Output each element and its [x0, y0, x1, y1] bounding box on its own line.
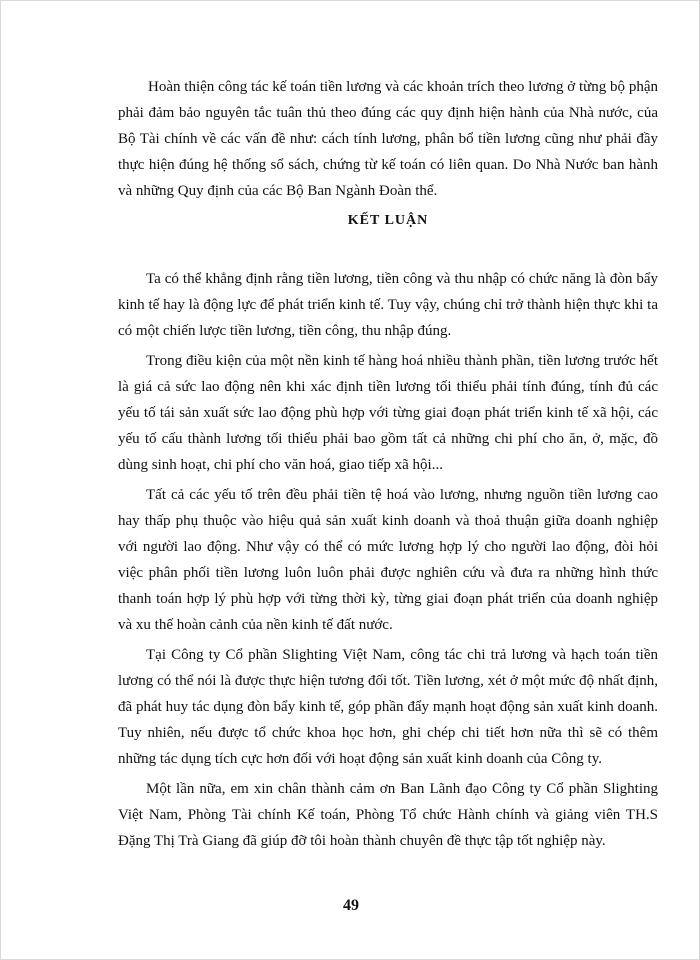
intro-paragraph: Hoàn thiện công tác kế toán tiền lương và các khoản trích theo lương ở từng bộ phận phải đảm bảo nguyên tắc tuân thủ theo đúng các quy định hiện hành của Nhà nước, của Bộ Tài chính về các vấn đề như: cách tính lương, phân bổ tiền lương cũng như phải đầy thực hiện đúng hệ thống sổ sách, chứng từ kế toán có liên quan. Do Nhà Nước ban hành và những Quy định của các Bộ Ban Ngành Đoàn thể.: [118, 79, 658, 199]
body-paragraph: Trong điều kiện của một nền kinh tế hàng hoá nhiều thành phần, tiền lương trước hết là giá cả sức lao động nên khi xác định tiền lương tối thiểu phải tính đúng, tính đủ các yếu tố tái sản xuất sức lao động phù hợp với từng giai đoạn phát triển kinh tế xã hội, các yếu tố cấu thành lương tối thiểu phải bao gồm tất cả những chi phí cho ăn, ở, mặc, đồ dùng sinh hoạt, chi phí cho văn hoá, giao tiếp xã hội...: [118, 353, 658, 473]
body-paragraph: Tại Công ty Cổ phần Slighting Việt Nam, công tác chi trả lương và hạch toán tiền lương có thể nói là được thực hiện tương đối tốt. Tiền lương, xét ở một mức độ nhất định, đã phát huy tác dụng đòn bẩy kinh tế, góp phần đẩy mạnh hoạt động sản xuất kinh doanh. Tuy nhiên, nếu được tổ chức khoa học hơn, ghi chép chi tiết hơn nữa thì sẽ có thêm những tác dụng tích cực hơn đối với hoạt động sản xuất kinh doanh của Công ty.: [118, 647, 658, 767]
page-body: [118, 74, 658, 854]
body-paragraph: Một lần nữa, em xin chân thành cảm ơn Ban Lãnh đạo Công ty Cổ phần Slighting Việt Nam, Phòng Tài chính Kế toán, Phòng Tổ chức Hành chính và giảng viên TH.S Đặng Thị Trà Giang đã giúp đỡ tôi hoàn thành chuyên đề thực tập tốt nghiệp này.: [118, 781, 658, 849]
body-paragraph: Tất cả các yếu tố trên đều phải tiền tệ hoá vào lương, nhưng nguồn tiền lương cao hay thấp phụ thuộc vào hiệu quả sản xuất kinh doanh và thoả thuận giữa doanh nghiệp với người lao động. Như vậy có thể có mức lương hợp lý cho người lao động, đòi hỏi việc phân phối tiền lương luôn luôn phải được nghiên cứu và đưa ra những hình thức thanh toán hợp lý phù hợp với từng thời kỳ, từng giai đoạn phát triển của doanh nghiệp và xu thế hoàn cảnh của nền kinh tế đất nước.: [118, 487, 658, 633]
section-heading: KẾT LUẬN: [347, 213, 429, 228]
body-paragraph: Ta có thể khẳng định rằng tiền lương, tiền công và thu nhập có chức năng là đòn bẩy kinh tế hay là động lực để phát triển kinh tế. Tuy vậy, chúng chỉ trở thành hiện thực khi ta có một chiến lược tiền lương, tiền công, thu nhập đúng.: [118, 271, 658, 339]
page-number: 49: [343, 897, 359, 914]
